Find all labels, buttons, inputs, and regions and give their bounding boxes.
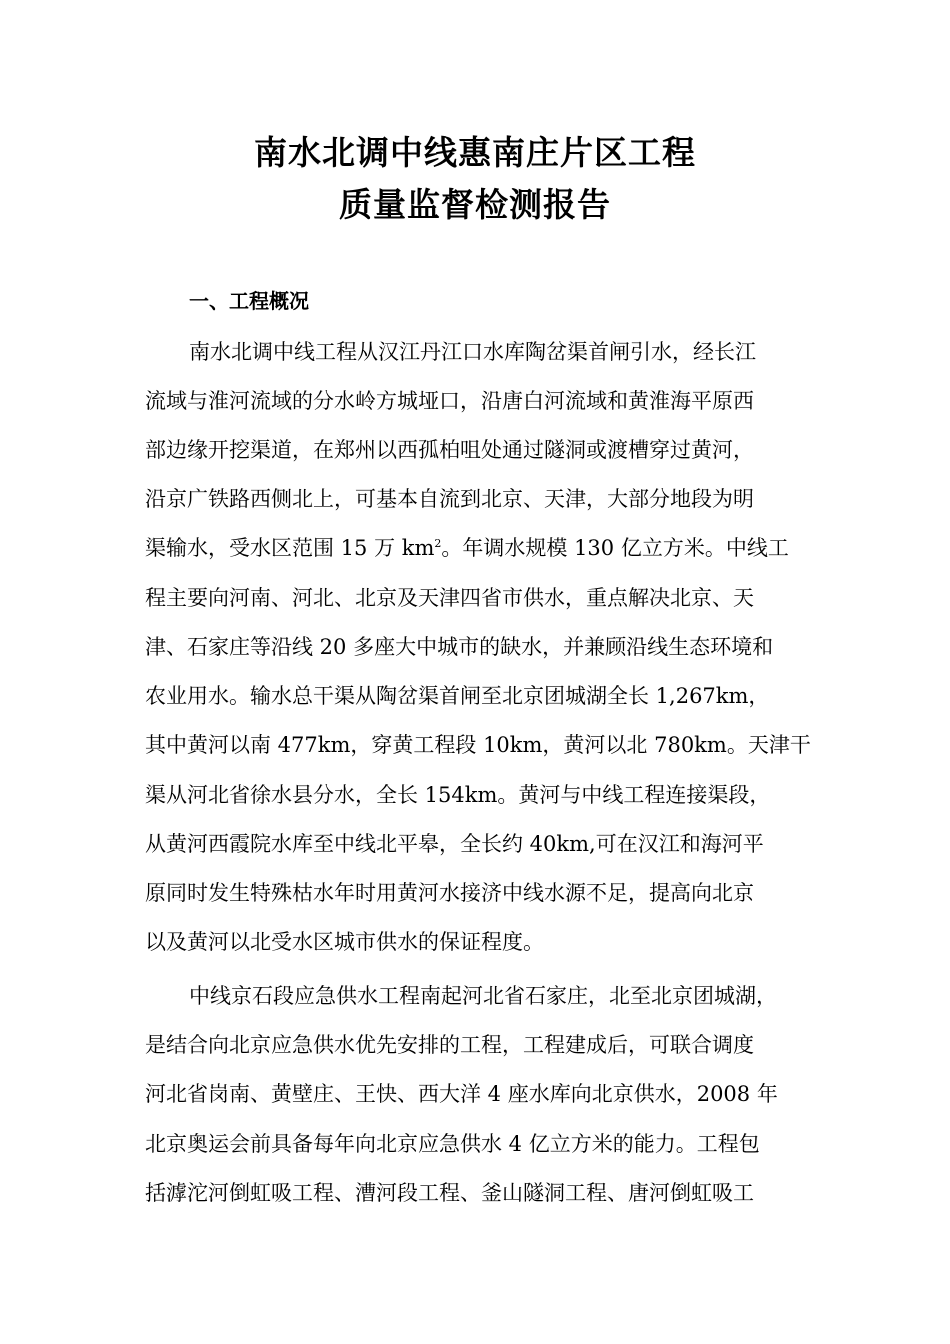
paragraph-line: 流域与淮河流域的分水岭方城垭口，沿唐白河流域和黄淮海平原西: [145, 389, 754, 413]
section-heading-overview: 一、工程概况: [189, 289, 309, 313]
paragraph-line: 其中黄河以南 477km，穿黄工程段 10km，黄河以北 780km。天津干: [145, 733, 811, 757]
paragraph-line: 河北省岗南、黄壁庄、王快、西大洋 4 座水库向北京供水，2008 年: [145, 1082, 778, 1106]
paragraph-line: 中线京石段应急供水工程南起河北省石家庄，北至北京团城湖，: [189, 984, 777, 1008]
paragraph-text: 渠输水，受水区范围 15 万 km: [145, 536, 435, 560]
paragraph-line: 原同时发生特殊枯水年时用黄河水接济中线水源不足，提高向北京: [145, 881, 754, 905]
paragraph-line: 是结合向北京应急供水优先安排的工程，工程建成后，可联合调度: [145, 1033, 754, 1057]
paragraph-line: 渠从河北省徐水县分水，全长 154km。黄河与中线工程连接渠段，: [145, 783, 771, 807]
paragraph-line: 沿京广铁路西侧北上，可基本自流到北京、天津，大部分地段为明: [145, 487, 754, 511]
paragraph-line: 津、石家庄等沿线 20 多座大中城市的缺水，并兼顾沿线生态环境和: [145, 635, 774, 659]
superscript-2: 2: [434, 537, 442, 550]
paragraph-line: 以及黄河以北受水区城市供水的保证程度。: [145, 930, 544, 954]
paragraph-text: 。年调水规模 130 亿立方米。中线工: [441, 536, 789, 560]
paragraph-line: 程主要向河南、河北、北京及天津四省市供水，重点解决北京、天: [145, 586, 754, 610]
document-title-line-1: 南水北调中线惠南庄片区工程: [254, 133, 696, 172]
paragraph-line: 部边缘开挖渠道，在郑州以西孤柏咀处通过隧洞或渡槽穿过黄河，: [145, 438, 754, 462]
paragraph-line: 北京奥运会前具备每年向北京应急供水 4 亿立方米的能力。工程包: [145, 1132, 760, 1156]
paragraph-line: 括滹沱河倒虹吸工程、漕河段工程、釜山隧洞工程、唐河倒虹吸工: [145, 1181, 754, 1205]
paragraph-line: 南水北调中线工程从汉江丹江口水库陶岔渠首闸引水，经长江: [189, 340, 756, 364]
document-title-line-2: 质量监督检测报告: [339, 185, 611, 224]
paragraph-line: 农业用水。输水总干渠从陶岔渠首闸至北京团城湖全长 1,267km，: [145, 684, 770, 708]
paragraph-line: [145, 533, 789, 563]
paragraph-line: 从黄河西霞院水库至中线北平皋，全长约 40km,可在汉江和海河平: [145, 832, 764, 856]
